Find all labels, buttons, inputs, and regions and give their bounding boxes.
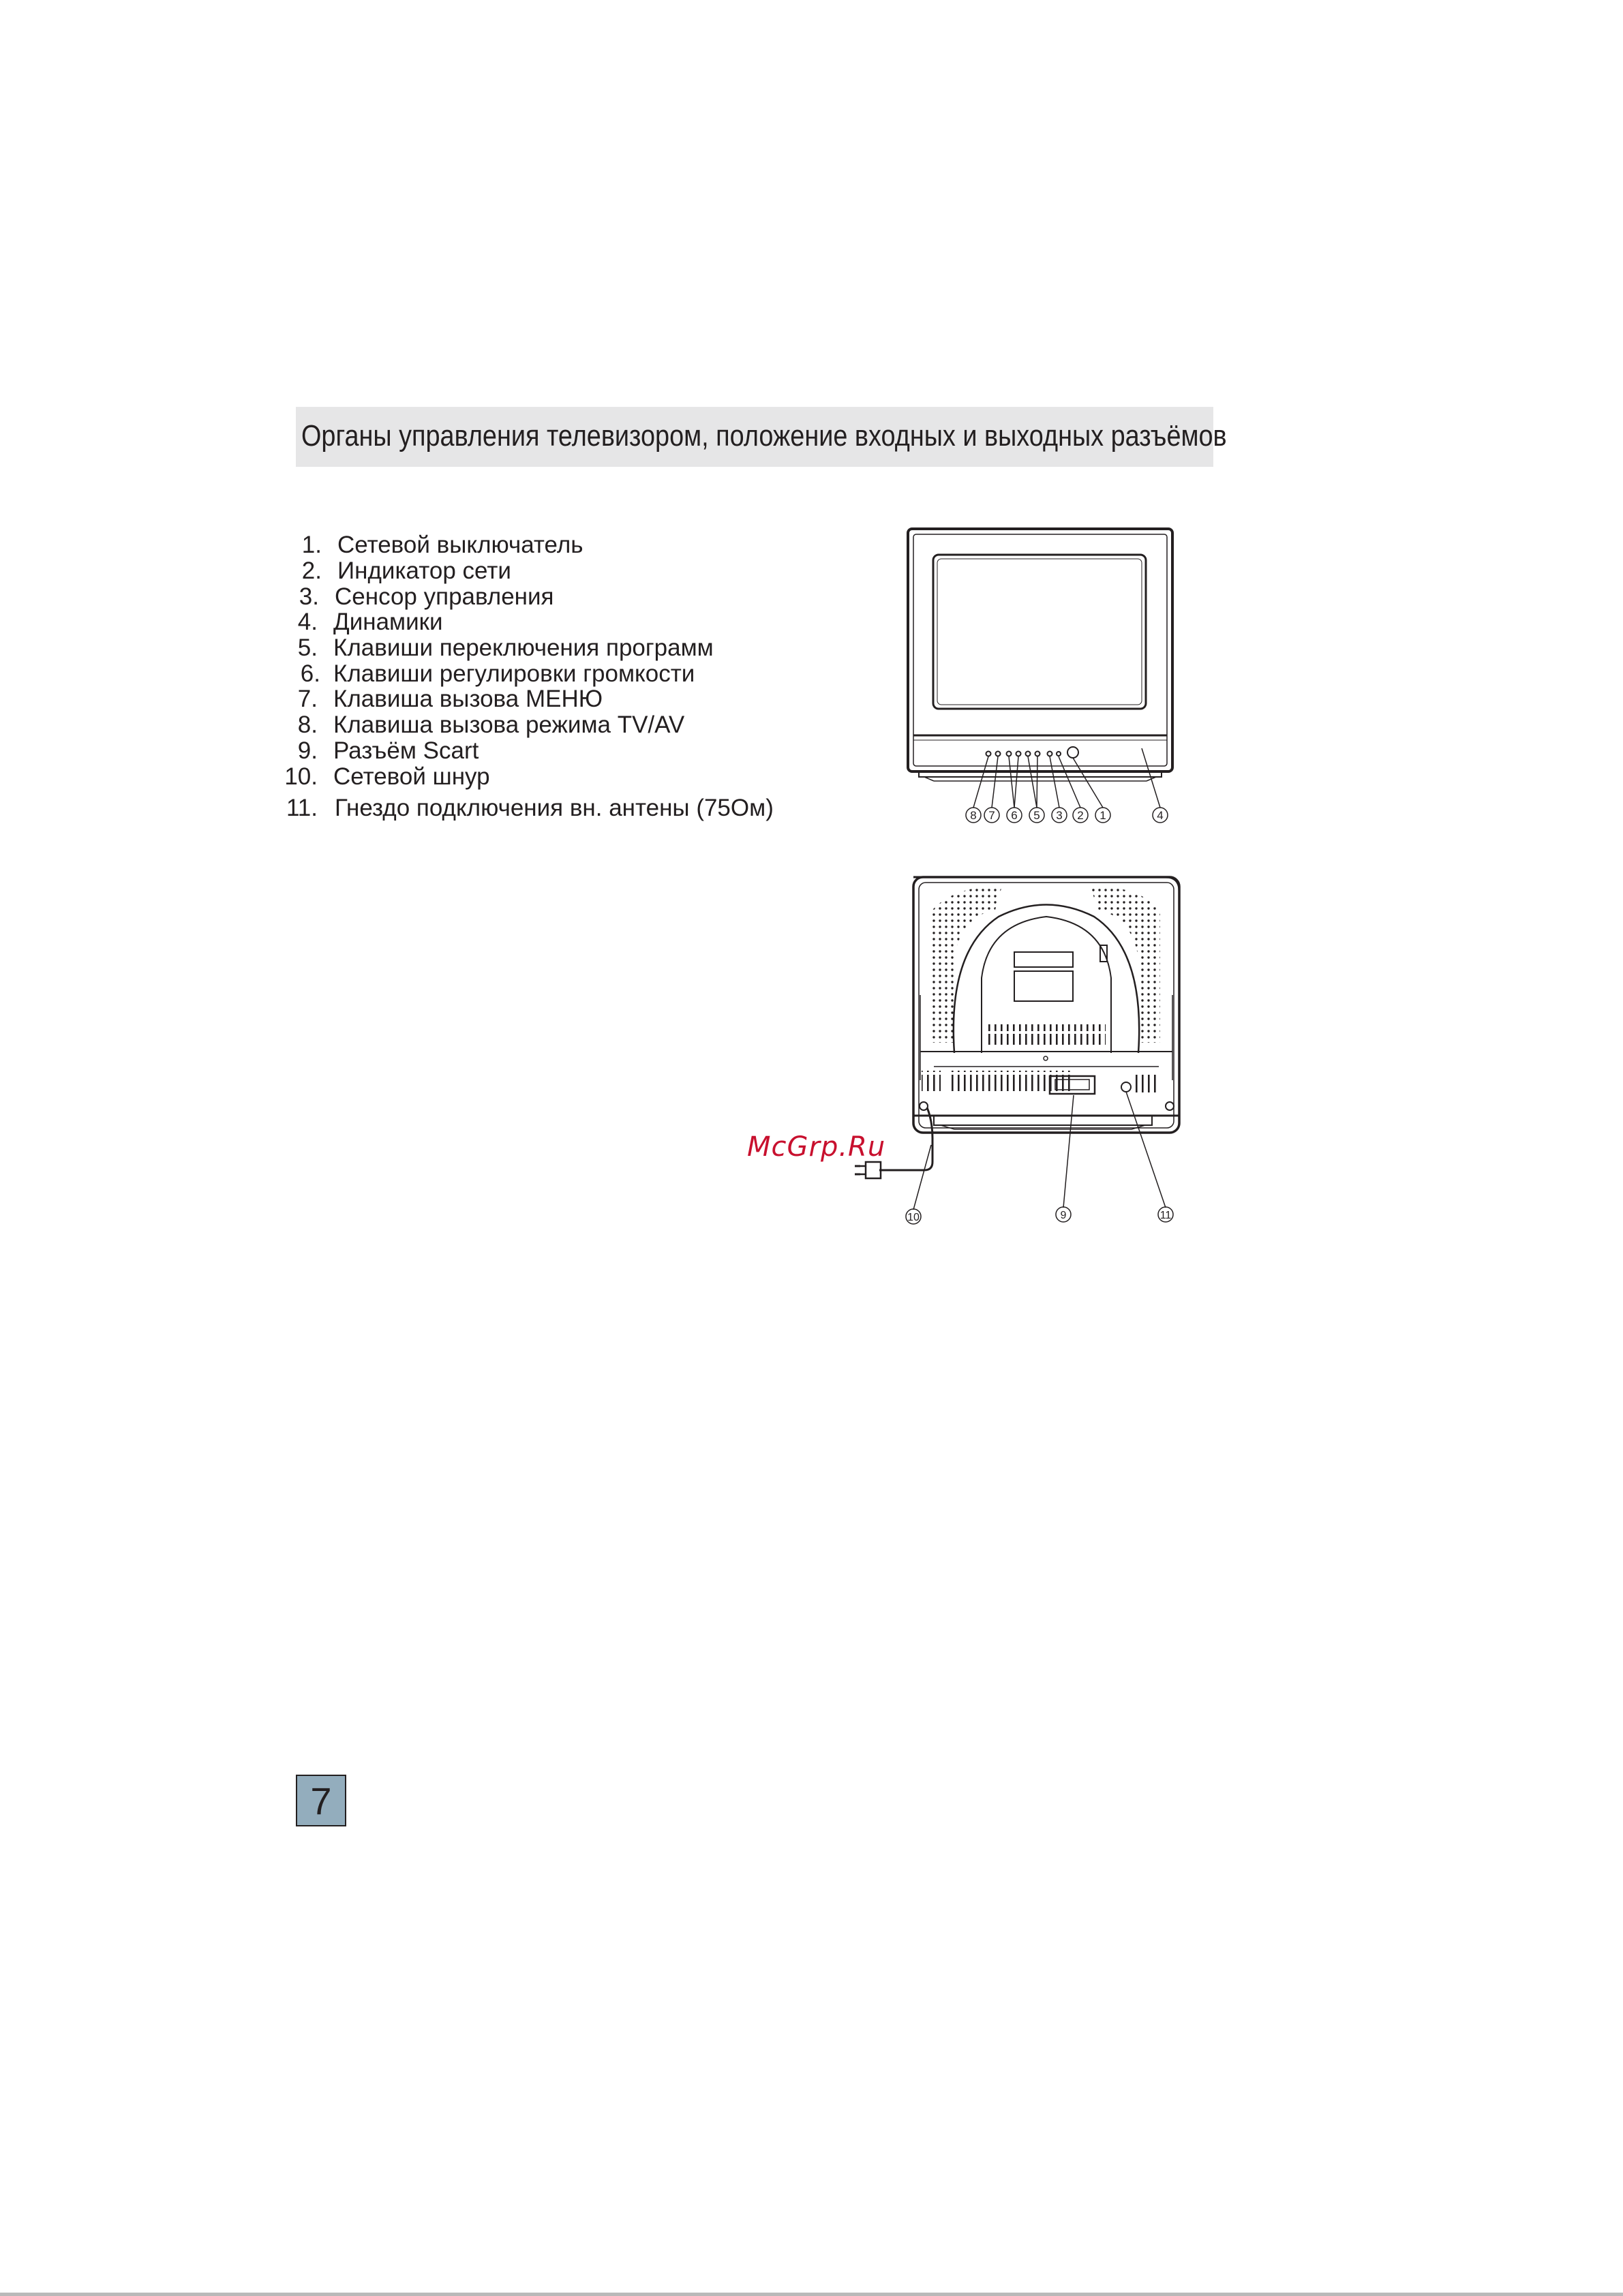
controls-legend: [0, 0, 818, 852]
watermark: McGrp.Ru: [747, 1131, 886, 1163]
legend-number: 4.: [297, 609, 318, 635]
legend-number: 1.: [301, 532, 322, 558]
legend-number: 2.: [301, 557, 322, 584]
button-program-up-icon: [1035, 752, 1040, 756]
legend-label: Клавиши регулировки громкости: [333, 660, 695, 687]
callout-label: 6: [1011, 809, 1018, 822]
legend-label: Клавиша вызова МЕНЮ: [333, 686, 603, 712]
legend-label: Гнездо подключения вн. антены (75Ом): [335, 795, 774, 821]
legend-number: 9.: [297, 737, 318, 764]
page-title: Органы управления телевизором, положение входных и выходных разъёмов: [301, 419, 1227, 453]
legend-number: 6.: [300, 660, 320, 687]
legend-label: Сетевой шнур: [333, 763, 490, 790]
callout-label: 3: [1056, 809, 1063, 822]
tv-rear-diagram: [845, 869, 1200, 1237]
power-switch-icon: [1067, 747, 1078, 758]
tv-rear-illustration: [845, 869, 1200, 1237]
callout-label: 2: [1077, 809, 1084, 822]
power-cord: [879, 1107, 932, 1170]
button-tv-av-icon: [986, 752, 991, 756]
tv-front-diagram: [900, 523, 1186, 830]
legend-number: 8.: [297, 711, 318, 738]
power-plug-icon: [866, 1162, 881, 1178]
button-volume-up-icon: [1016, 752, 1021, 756]
button-volume-down-icon: [1007, 752, 1012, 756]
legend-number: 5.: [297, 634, 318, 661]
callout-label: 11: [1159, 1210, 1172, 1221]
callout-label: 7: [988, 809, 995, 822]
legend-label: Сенсор управления: [335, 583, 554, 610]
legend-label: Сетевой выключатель: [337, 532, 583, 558]
legend-number: 11.: [286, 795, 318, 821]
callout-label: 10: [907, 1212, 920, 1223]
page-number-box: [296, 1775, 346, 1826]
front-buttons: [986, 747, 1079, 758]
callout-label: 4: [1157, 809, 1164, 822]
legend-number: 7.: [297, 686, 318, 712]
callout-label: 9: [1060, 1210, 1067, 1221]
power-indicator-icon: [1057, 752, 1061, 756]
callout-label: 8: [970, 809, 977, 822]
callout-label: 5: [1033, 809, 1040, 822]
legend-number: 10.: [284, 763, 318, 790]
button-menu-icon: [996, 752, 1001, 756]
antenna-socket-icon: [1121, 1082, 1131, 1092]
legend-number: 3.: [299, 583, 319, 610]
legend-label: Индикатор сети: [337, 557, 511, 584]
page-number: 7: [310, 1779, 332, 1822]
legend-label: Разъём Scart: [333, 737, 479, 764]
legend-label: Клавиши переключения программ: [333, 634, 714, 661]
remote-sensor-icon: [1048, 752, 1052, 756]
tv-front-illustration: [900, 523, 1186, 830]
legend-label: Клавиша вызова режима TV/AV: [333, 711, 685, 738]
tv-screen: [933, 555, 1146, 709]
callout-label: 1: [1099, 809, 1106, 822]
legend-label: Динамики: [333, 609, 443, 635]
button-program-down-icon: [1026, 752, 1031, 756]
bottom-rule: [0, 2293, 1623, 2296]
